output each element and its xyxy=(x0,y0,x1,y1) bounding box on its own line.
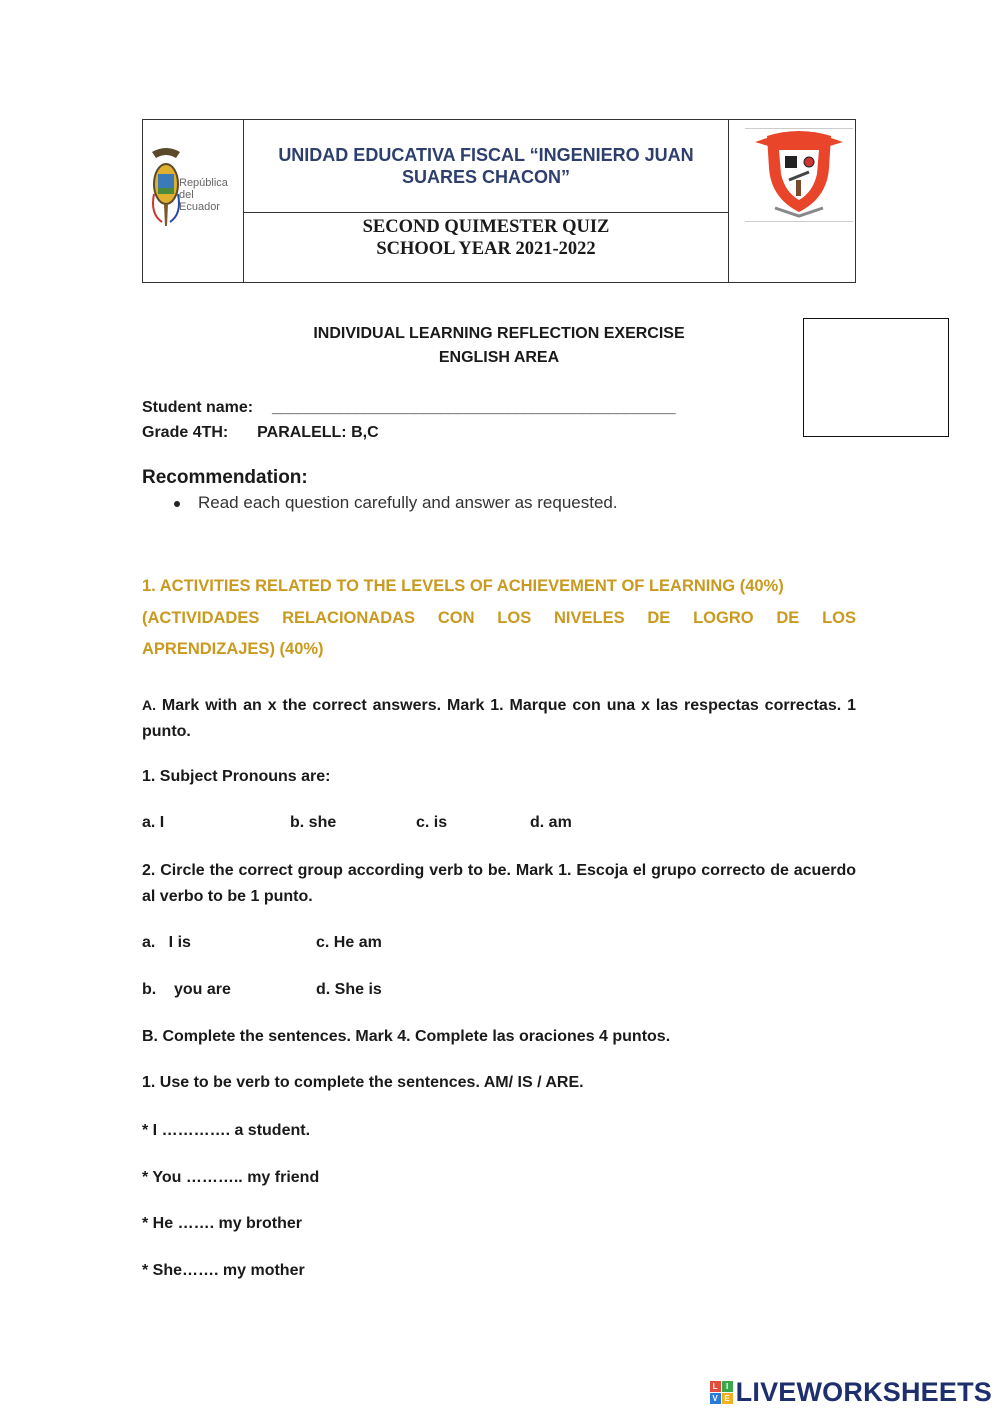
recommendation-heading: Recommendation: xyxy=(142,467,308,488)
part-b-question-1: 1. Use to be verb to complete the sentences. AM/ IS / ARE. xyxy=(142,1074,584,1091)
watermark-text: LIVEWORKSHEETS xyxy=(735,1377,992,1407)
section-1-line2: (ACTIVIDADES RELACIONADAS CON LOS NIVELES DE LOGRO DE LOS xyxy=(142,608,856,627)
grade-label: Grade 4TH: xyxy=(142,424,229,441)
liveworksheets-logo-icon xyxy=(710,1381,733,1404)
sentence-4[interactable]: * She……. my mother xyxy=(142,1262,305,1279)
q1-option-a[interactable]: a. I xyxy=(142,814,165,831)
section-1-heading xyxy=(142,571,856,666)
recommendation-text: Read each question carefully and answer as requested. xyxy=(198,493,618,512)
student-name-label: Student name: xyxy=(142,399,254,416)
liveworksheets-watermark xyxy=(710,1377,992,1408)
q2-option-c[interactable]: c. He am xyxy=(316,934,382,951)
logo-letter-i: I xyxy=(722,1381,733,1392)
school-crest-icon xyxy=(745,128,853,220)
grade-row xyxy=(142,421,379,445)
header-table xyxy=(142,119,856,283)
sentence-3[interactable]: * He ……. my brother xyxy=(142,1215,303,1232)
logo-letter-e: E xyxy=(722,1393,733,1404)
q1-option-d[interactable]: d. am xyxy=(530,814,572,831)
republica-label: República del Ecuador xyxy=(179,177,228,213)
q1-option-b[interactable]: b. she xyxy=(290,814,337,831)
logo-letter-v: V xyxy=(710,1393,721,1404)
school-crest-cell xyxy=(728,120,855,282)
part-b-instruction: B. Complete the sentences. Mark 4. Complete las oraciones 4 puntos. xyxy=(142,1028,671,1045)
q2-option-b[interactable]: b. you are xyxy=(142,981,231,998)
question-2: 2. Circle the correct group according verb to be. Mark 1. Escoja el grupo correcto de acuerdo al verbo to be 1 punto. xyxy=(142,862,856,905)
bullet-icon xyxy=(174,501,180,507)
sentence-1[interactable]: * I …………. a student. xyxy=(142,1122,311,1139)
parallel-label: PARALELL: B,C xyxy=(257,424,379,441)
exercise-title-line1: INDIVIDUAL LEARNING REFLECTION EXERCISE xyxy=(313,325,685,342)
student-name-row xyxy=(142,396,675,420)
q1-option-c[interactable]: c. is xyxy=(416,814,448,831)
sentence-2[interactable]: * You ……….. my friend xyxy=(142,1169,320,1186)
recommendation-item xyxy=(174,493,618,513)
grade-box[interactable] xyxy=(803,318,949,437)
school-name: UNIDAD EDUCATIVA FISCAL “INGENIERO JUAN SUARES CHACON” xyxy=(243,120,729,213)
school-year: SCHOOL YEAR 2021-2022 xyxy=(376,239,596,259)
exercise-title xyxy=(142,322,856,370)
q2-option-d[interactable]: d. She is xyxy=(316,981,382,998)
part-a-text: Mark with an x the correct answers. Mark 1. Marque con una x las respectas correctas. 1 punto. xyxy=(142,697,856,740)
exercise-title-line2: ENGLISH AREA xyxy=(438,349,560,366)
quiz-title-block xyxy=(243,214,729,282)
ecuador-logo-cell xyxy=(143,120,244,282)
section-1-line1: 1. ACTIVITIES RELATED TO THE LEVELS OF ACHIEVEMENT OF LEARNING (40%) xyxy=(142,577,784,595)
part-a-prefix: A. xyxy=(142,697,156,713)
student-name-input[interactable]: ________________________________________________ xyxy=(272,399,676,416)
logo-letter-l: L xyxy=(710,1381,721,1392)
question-1: 1. Subject Pronouns are: xyxy=(142,768,331,785)
part-a-instruction xyxy=(142,692,856,745)
q2-option-a[interactable]: a. I is xyxy=(142,934,191,951)
quiz-title: SECOND QUIMESTER QUIZ xyxy=(362,217,610,237)
section-1-line3: APRENDIZAJES) (40%) xyxy=(142,640,324,658)
